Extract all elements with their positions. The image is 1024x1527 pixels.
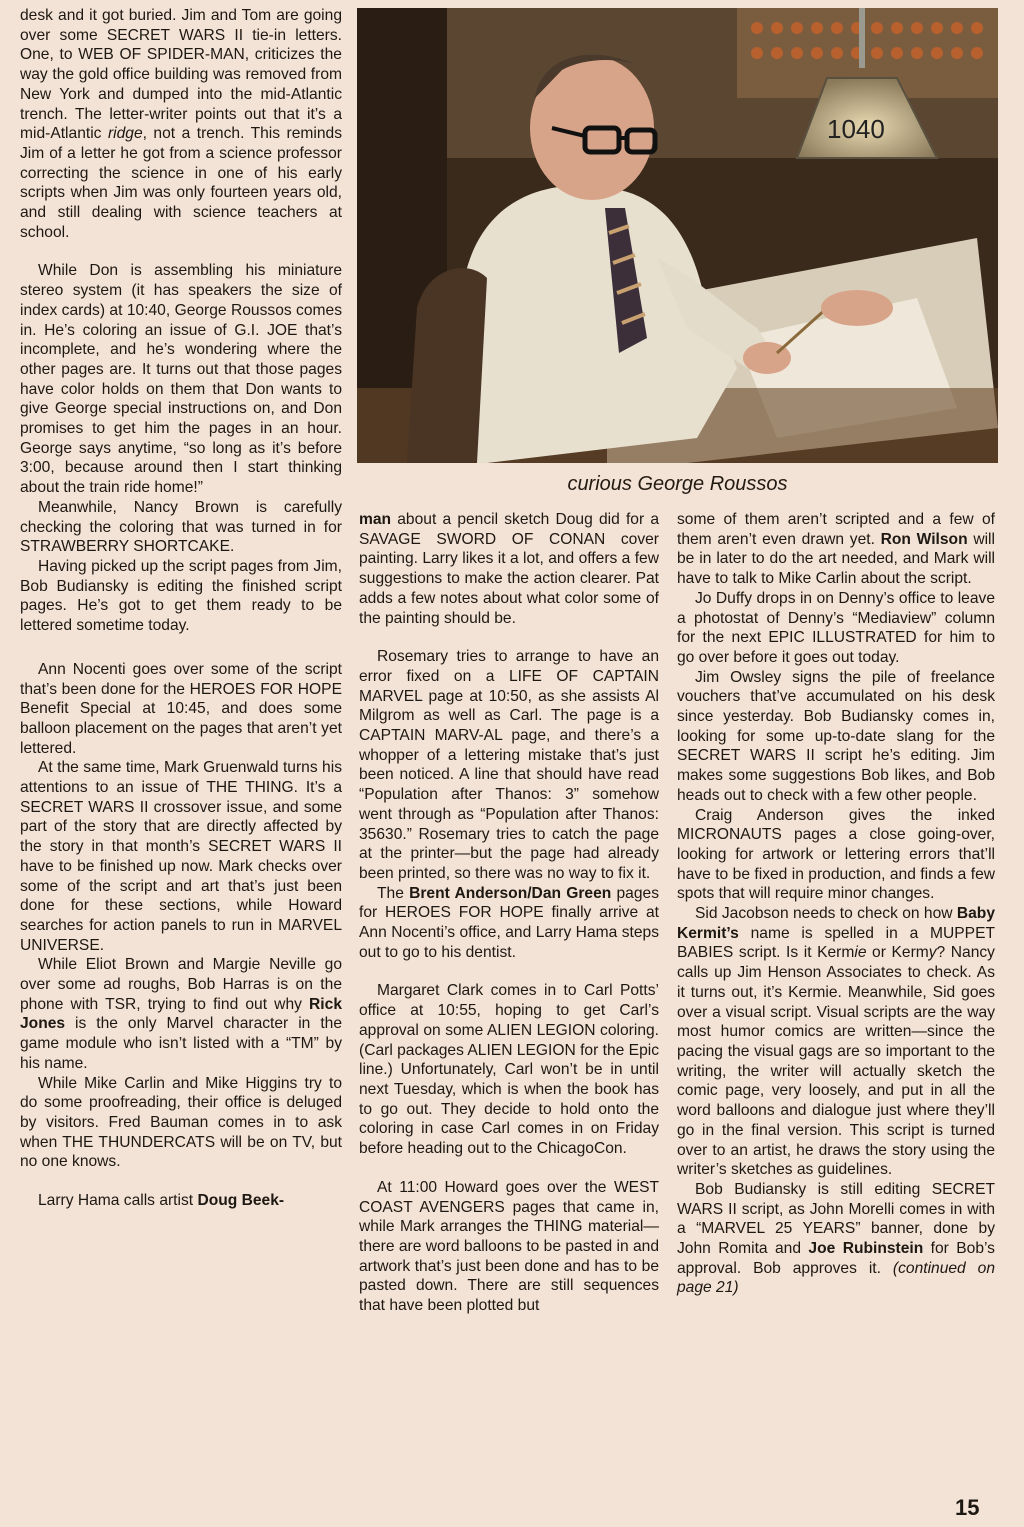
text-column-middle [359, 510, 659, 1316]
photo-illustration [357, 8, 998, 463]
paragraph: At the same time, Mark Gruenwald turns his attentions to an issue of THE THING. It’s a SECRET WARS II crossover issue, and some part of the story that are directly affected by the story in that month’s SECRET WARS II have to be finished up now. Mark checks over some of the script and art that’s just been done for these sections, while Howard searches for action panels to run in MARVEL UNIVERSE. [20, 759, 342, 954]
paragraph: Craig Anderson gives the inked MICRONAUTS pages a close going-over, looking for artwork or lettering errors that’ll have to be fixed in production, and finds a few spots that will require minor changes. [677, 806, 995, 903]
paragraph: desk and it got buried. Jim and Tom are going over some SECRET WARS II tie-in letters. One, to WEB OF SPIDER-MAN, criticizes the way the gold office building was removed from New York and dumped into the mid-Atlantic trench. The letter-writer points out that it’s a mid-Atlantic ridge, not a trench. This reminds Jim of a letter he got from a science professor correcting the science in one of his early scripts when Jim was only fourteen years old, and still dealing with science teachers at school. [20, 7, 342, 241]
paragraph: Bob Budiansky is still editing SECRET WARS II script, as John Morelli comes in with a “MARVEL 25 YEARS” banner, done by John Romita and Joe Rubinstein for Bob’s approval. Bob approves it. (continued on page 21) [677, 1180, 996, 1297]
text-column-right [677, 510, 995, 1298]
svg-text:1040: 1040 [827, 114, 885, 144]
paragraph: Ann Nocenti goes over some of the script that’s been done for the HEROES FOR HOPE Benefit Special at 10:45, and does some balloon placement on the pages that aren’t yet lettered. [20, 660, 342, 757]
paragraph: Rosemary tries to arrange to have an error fixed on a LIFE OF CAPTAIN MARVEL page at 10:50, as she assists Al Milgrom as well as Carl. The page is a CAPTAIN MARV-AL page, and there’s a whopper of a lettering mistake that’s just been noticed. A line that should have read “Population after Thanos: 3” somehow went through as “Population after Thanos: 35630.” Rosemary tries to catch the page at the printer—but the page had already been printed, so there was no way to fix it. [359, 648, 659, 882]
paragraph: While Mike Carlin and Mike Higgins try to do some proofreading, their office is deluged by visitors. Fred Bauman comes in to ask when THE THUNDERCATS will be on TV, but no one knows. [20, 1074, 342, 1171]
paragraph: While Don is assembling his miniature stereo system (it has speakers the size of index cards) at 10:40, George Roussos comes in. He’s coloring an issue of G.I. JOE that’s incomplete, and he’s wondering where the other pages are. It turns out that those pages have color holds on them that Don wants to give George special instructions on, and Don promises to get him the pages in an hour. George says anytime, “so long as it’s before 3:00, because around then I start thinking about the train ride home!” [20, 262, 342, 497]
paragraph: man about a pencil sketch Doug did for a SAVAGE SWORD OF CONAN cover painting. Larry likes it a lot, and offers a few suggestions to make the action clearer. Pat adds a few notes about what color some of the painting should be. [359, 511, 659, 627]
photo-george-roussos [357, 8, 998, 463]
paragraph: The Brent Anderson/Dan Green pages for HEROES FOR HOPE finally arrive at Ann Nocenti’s office, and Larry Hama steps out to go to his dentist. [359, 884, 659, 961]
paragraph: Larry Hama calls artist Doug Beek- [38, 1192, 285, 1210]
photo-caption: curious George Roussos [567, 473, 788, 495]
paragraph: Jo Duffy drops in on Denny’s office to leave a photostat of Denny’s “Mediaview” column for the next EPIC ILLUSTRATED for him to go over before it goes out today. [677, 589, 995, 666]
paragraph: Sid Jacobson needs to check on how Baby Kermit’s name is spelled in a MUPPET BABIES script. Is it Kermie or Kermy? Nancy calls up Jim Henson Associates to check. As it turns out, it’s Kermie. Meanwhile, Sid goes over a visual script. Visual scripts are the way most humor comics are written—since the pacing the visual gags are so important to the writing, the writer will actually sketch the comic page, very loosely, and put in all the word balloons and dialogue just where they’ll go in the final version. This script is turned over to an artist, he draws the story using the writer’s sketches as guidelines. [677, 905, 995, 1179]
paragraph: Jim Owsley signs the pile of freelance vouchers that’ve accumulated on his desk since yesterday. Bob Budiansky comes in, looking for some up-to-date slang for the SECRET WARS II script he’s editing. Jim makes some suggestions Bob likes, and Bob heads out to check with a few other people. [677, 668, 995, 804]
paragraph: Meanwhile, Nancy Brown is carefully checking the coloring that was turned in for STRAWBERRY SHORTCAKE. [20, 498, 342, 556]
paragraph: At 11:00 Howard goes over the WEST COAST AVENGERS pages that came in, while Mark arranges the THING material—there are word balloons to be pasted in and artwork that’s just been done and has to be pasted down. There are still sequences that have been plotted but [359, 1178, 659, 1315]
text-column-left [20, 6, 342, 1211]
page-number: 15 [955, 1495, 980, 1520]
paragraph: Having picked up the script pages from Jim, Bob Budiansky is editing the finished script pages. He’s got to get them ready to be lettered sometime today. [20, 557, 342, 635]
paragraph: some of them aren’t scripted and a few of them aren’t even drawn yet. Ron Wilson will be in later to do the art needed, and Mark will have to talk to Mike Carlin about the script. [677, 511, 995, 588]
paragraph: While Eliot Brown and Margie Neville go over some ad roughs, Bob Harras is on the phone with TSR, trying to find out why Rick Jones is the only Marvel character in the game module who isn’t listed with a “TM” by his name. [20, 956, 342, 1072]
paragraph: Margaret Clark comes in to Carl Potts’ office at 10:55, hoping to get Carl’s approval on some ALIEN LEGION coloring. (Carl packages ALIEN LEGION for the Epic line.) Unfortunately, Carl won’t be in until next Tuesday, which is when the book has to go out. They decide to hold onto the coloring in case Carl comes in on Friday before heading out to the ChicagoCon. [359, 982, 659, 1158]
